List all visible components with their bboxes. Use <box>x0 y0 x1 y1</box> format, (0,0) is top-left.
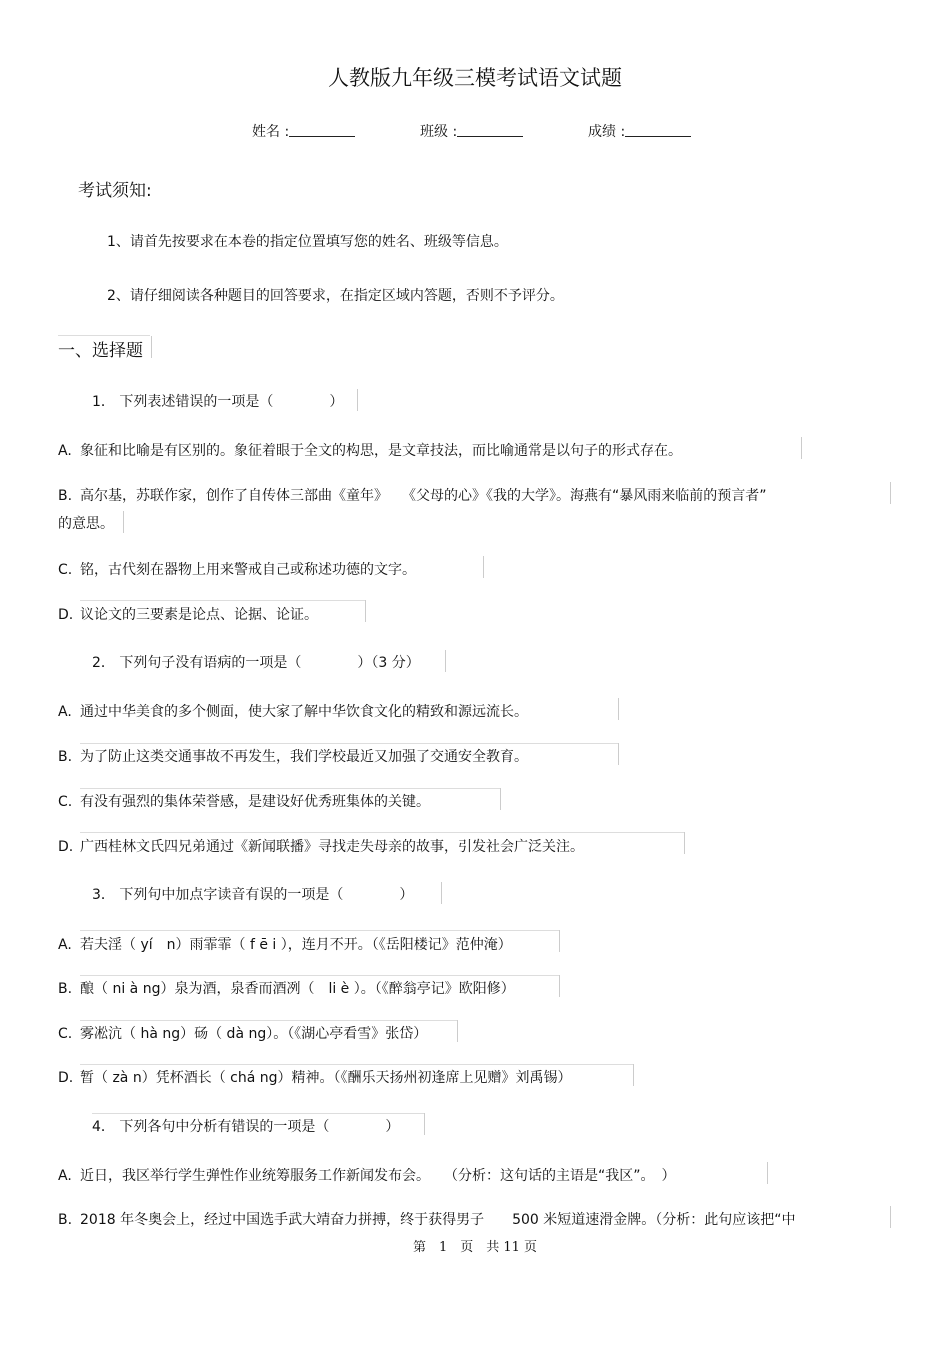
section-frame <box>151 336 152 358</box>
option-letter: B. <box>58 749 73 765</box>
score-blank[interactable] <box>625 123 691 137</box>
question-stem: 4． 下列各句中分析有错误的一项是（ ） <box>92 1119 400 1135</box>
option-letter: D. <box>58 607 74 623</box>
option-row[interactable] <box>58 836 584 856</box>
option-frame <box>80 600 365 601</box>
option-frame <box>80 930 559 931</box>
option-letter: B. <box>58 1212 73 1228</box>
option-frame <box>500 788 501 810</box>
option-row[interactable] <box>58 604 318 624</box>
option-frame <box>801 437 802 459</box>
option-frame <box>618 743 619 765</box>
notice-item: 1、请首先按要求在本卷的指定位置填写您的姓名、班级等信息。 <box>107 234 508 250</box>
option-frame <box>80 743 618 744</box>
option-row[interactable] <box>58 934 512 954</box>
option-text: 雾凇沆（ hà ng）砀（ dà ng）。（《湖心亭看雪》张岱） <box>80 1026 428 1042</box>
option-letter: A. <box>58 704 72 720</box>
option-text: 通过中华美食的多个侧面，使大家了解中华饮食文化的精致和源远流长。 <box>80 704 528 720</box>
class-field[interactable] <box>420 121 523 141</box>
option-text: 酿（ ni à ng）泉为酒，泉香而酒冽（ li è ）。（《醉翁亭记》欧阳修） <box>80 981 515 997</box>
option-frame <box>618 698 619 720</box>
option-text: 若夫淫（ yí n）雨霏霏（ f ē i ），连月不开。（《岳阳楼记》范仲淹） <box>80 937 512 953</box>
option-letter: C. <box>58 794 73 810</box>
option-row[interactable] <box>58 1209 796 1229</box>
option-letter: C. <box>58 562 73 578</box>
option-continuation: 的意思。 <box>58 516 114 532</box>
option-frame <box>365 600 366 622</box>
option-letter: B. <box>58 981 73 997</box>
option-letter: D. <box>58 1070 74 1086</box>
option-frame <box>80 788 500 789</box>
answer-frame <box>357 389 358 411</box>
option-row[interactable] <box>58 791 430 811</box>
option-row[interactable] <box>58 1023 427 1043</box>
section-heading: 一、选择题 <box>58 341 143 361</box>
question-stem: 3． 下列句中加点字读音有误的一项是（ ） <box>92 887 414 903</box>
option-frame <box>80 1020 457 1021</box>
option-row[interactable] <box>58 701 528 721</box>
question-stem: 1． 下列表述错误的一项是（ ） <box>92 394 344 410</box>
answer-frame <box>445 650 446 672</box>
option-row[interactable] <box>58 1067 572 1087</box>
option-text: 为了防止这类交通事故不再发生，我们学校最近又加强了交通安全教育。 <box>80 749 528 765</box>
option-text: 议论文的三要素是论点、论据、论证。 <box>80 607 318 623</box>
option-row[interactable] <box>58 1165 676 1185</box>
option-letter: B. <box>58 488 73 504</box>
notice-heading: 考试须知: <box>78 181 152 201</box>
option-row[interactable] <box>58 559 416 579</box>
section-rule <box>58 335 150 336</box>
option-frame <box>890 1206 891 1228</box>
option-text: 2018 年冬奥会上，经过中国选手武大靖奋力拼搏，终于获得男子 500 米短道速滑金牌。（分析：此句应该把“中 <box>80 1212 796 1228</box>
notice-item: 2、请仔细阅读各种题目的回答要求，在指定区域内答题，否则不予评分。 <box>107 288 564 304</box>
name-field[interactable] <box>252 121 355 141</box>
option-letter: A. <box>58 443 72 459</box>
option-row[interactable] <box>58 485 767 505</box>
option-frame <box>890 482 891 504</box>
name-label: 姓名 : <box>252 124 290 140</box>
page-title: 人教版九年级三模考试语文试题 <box>328 66 622 90</box>
option-frame <box>80 1064 633 1065</box>
option-letter: D. <box>58 839 74 855</box>
option-letter: A. <box>58 1168 72 1184</box>
option-frame <box>123 511 124 533</box>
option-text: 暂（ zà n）凭杯酒长（ chá ng）精神。（《酬乐天扬州初逢席上见赠》刘禹锡） <box>80 1070 572 1086</box>
option-row[interactable] <box>58 440 682 460</box>
answer-frame <box>424 1113 425 1135</box>
option-frame <box>457 1020 458 1042</box>
option-text: 广西桂林文氏四兄弟通过《新闻联播》寻找走失母亲的故事，引发社会广泛关注。 <box>80 839 584 855</box>
question-stem: 2． 下列句子没有语病的一项是（ ）（3 分） <box>92 655 420 671</box>
option-frame <box>559 975 560 997</box>
option-frame <box>80 975 559 976</box>
page-number: 第 1 页 共 11 页 <box>412 1240 538 1255</box>
answer-frame <box>92 1113 424 1114</box>
name-blank[interactable] <box>289 123 355 137</box>
answer-frame <box>441 882 442 904</box>
option-frame <box>559 930 560 952</box>
option-letter: A. <box>58 937 72 953</box>
option-frame <box>483 556 484 578</box>
option-text: 高尔基，苏联作家，创作了自传体三部曲《童年》 《父母的心》《我的大学》。海燕有“暴风雨来临前的预言者” <box>80 488 767 504</box>
option-row[interactable] <box>58 746 528 766</box>
option-text: 有没有强烈的集体荣誉感，是建设好优秀班集体的关键。 <box>80 794 430 810</box>
option-text: 近日，我区举行学生弹性作业统筹服务工作新闻发布会。 （分析：这句话的主语是“我区”。 ） <box>80 1168 676 1184</box>
option-text: 铭，古代刻在器物上用来警戒自己或称述功德的文字。 <box>80 562 416 578</box>
option-row[interactable] <box>58 978 515 998</box>
option-letter: C. <box>58 1026 73 1042</box>
option-frame <box>684 832 685 854</box>
option-text: 象征和比喻是有区别的。象征着眼于全文的构思，是文章技法，而比喻通常是以句子的形式存在。 <box>80 443 682 459</box>
option-frame <box>767 1162 768 1184</box>
option-frame <box>633 1064 634 1086</box>
score-label: 成绩 : <box>588 124 626 140</box>
option-frame <box>80 832 684 833</box>
class-label: 班级 : <box>420 124 458 140</box>
class-blank[interactable] <box>457 123 523 137</box>
score-field[interactable] <box>588 121 691 141</box>
